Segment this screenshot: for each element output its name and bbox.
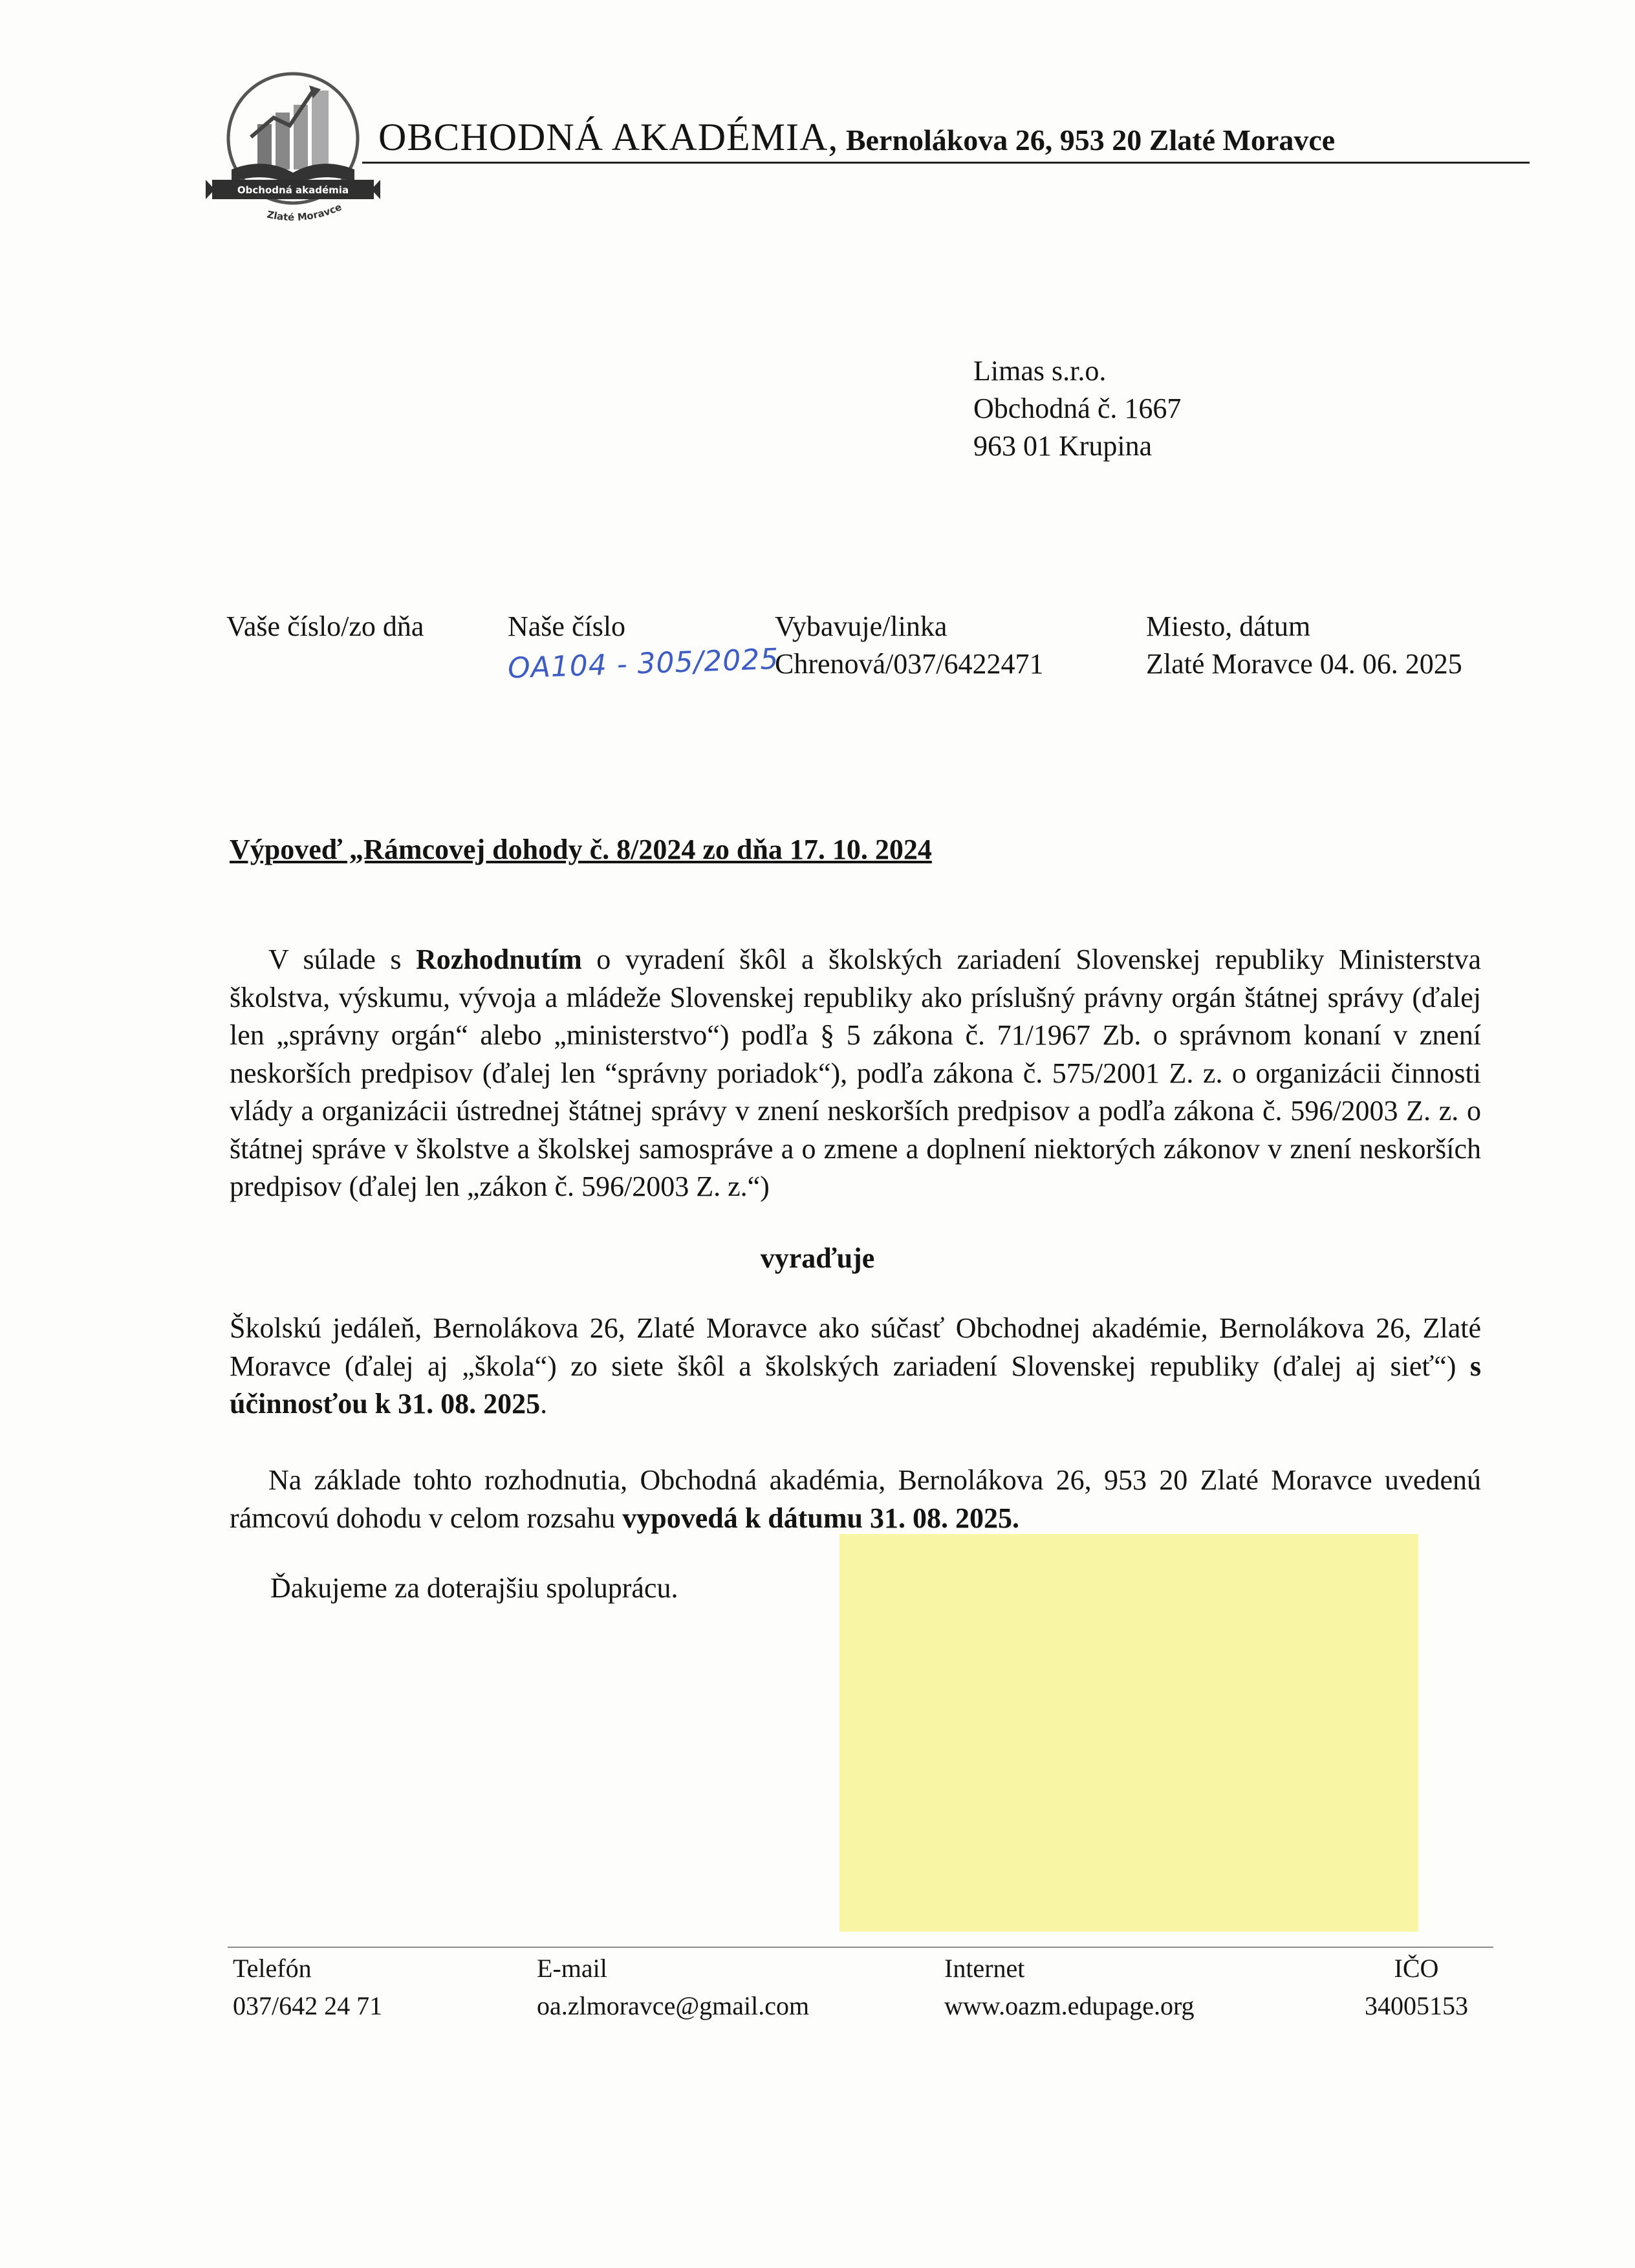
footer-divider — [228, 1947, 1493, 1948]
footer-company-id — [1365, 1950, 1468, 2025]
our-number-handwritten: OA104 - 305/2025 — [507, 642, 780, 686]
handler-label: Vybavuje/linka — [775, 610, 947, 642]
letterhead — [378, 115, 1335, 160]
your-number-label: Vaše číslo/zo dňa — [226, 610, 424, 642]
signature-redaction-note — [839, 1534, 1418, 1932]
paragraph-removal — [230, 1310, 1481, 1423]
email-label: E-mail — [537, 1954, 607, 1983]
p2-bold: s účinnosťou k 31. 08. 2025 — [230, 1350, 1481, 1420]
decision-word: vyraďuje — [760, 1242, 875, 1274]
reference-your-number — [226, 608, 424, 645]
closing-thanks: Ďakujeme za doterajšiu spoluprácu. — [270, 1572, 678, 1604]
reference-handler — [775, 608, 1044, 683]
ico-label: IČO — [1394, 1954, 1439, 1983]
p1-lead: V súlade s — [268, 944, 417, 975]
recipient-address — [973, 352, 1181, 465]
place-date-label: Miesto, dátum — [1146, 610, 1311, 642]
email-value: oa.zlmoravce@gmail.com — [537, 1991, 810, 2020]
p3-text: Na základe tohto rozhodnutia, Obchodná akadémia, Bernolákova 26, 953 20 Zlaté Moravce uvedenú rámcovú dohodu v celom rozsahu — [230, 1464, 1481, 1534]
p2-text: Školskú jedáleň, Bernolákova 26, Zlaté Moravce ako súčasť Obchodnej akadémie, Bernolákova 26, Zlaté Moravce (ďalej aj „škola“) zo siete škôl a školských zariadení Slovenskej republiky (ďalej aj sieť“) — [230, 1312, 1481, 1382]
footer-phone — [233, 1950, 382, 2025]
reference-our-number — [507, 608, 780, 686]
p1-rest: o vyradení škôl a školských zariadení Slovenskej republiky Ministerstva školstva, výskumu, vývoja a mládeže Slovenskej republiky ako príslušný právny orgán štátnej správy (ďalej len „správny orgán“ alebo „ministerstvo“) podľa § 5 zákona č. 71/1967 Zb. o správnom konaní v znení neskorších predpisov (ďalej len “správny poriadok“), podľa zákona č. 575/2001 Z. z. o organizácii činnosti vlády a organizácii ústrednej štátnej správy v znení neskorších predpisov a podľa zákona č. 596/2003 Z. z. o štátnej správe v školstve a školskej samospráve a o zmene a doplnení niektorých zákonov v znení neskorších predpisov (ďalej len „zákon č. 596/2003 Z. z.“) — [230, 944, 1481, 1202]
p1-bold: Rozhodnutím — [416, 944, 582, 975]
handler-value: Chrenová/037/6422471 — [775, 648, 1044, 680]
paragraph-legal-basis — [230, 941, 1481, 1206]
ico-value: 34005153 — [1365, 1991, 1468, 2020]
logo-text-top: Obchodná akadémia — [237, 184, 349, 196]
phone-value: 037/642 24 71 — [233, 1991, 383, 2020]
place-date-value: Zlaté Moravce 04. 06. 2025 — [1146, 648, 1462, 680]
phone-label: Telefón — [233, 1954, 312, 1983]
school-logo — [206, 66, 380, 228]
footer-website — [944, 1950, 1195, 2025]
web-value: www.oazm.edupage.org — [944, 1991, 1195, 2020]
recipient-name: Limas s.r.o. — [973, 355, 1107, 387]
our-number-label: Naše číslo — [508, 610, 626, 642]
recipient-street: Obchodná č. 1667 — [973, 393, 1182, 424]
recipient-city: 963 01 Krupina — [973, 430, 1153, 462]
footer-email — [537, 1950, 809, 2025]
organization-name: OBCHODNÁ AKADÉMIA, — [378, 116, 839, 158]
paragraph-termination — [230, 1462, 1481, 1537]
reference-place-date — [1146, 608, 1462, 683]
letter-subject: Výpoveď „Rámcovej dohody č. 8/2024 zo dňa 17. 10. 2024 — [230, 834, 932, 865]
header-divider — [362, 162, 1530, 164]
organization-address: Bernolákova 26, 953 20 Zlaté Moravce — [838, 124, 1336, 157]
p2-end: . — [540, 1388, 548, 1420]
p3-bold: vypovedá k dátumu 31. 08. 2025. — [622, 1502, 1019, 1534]
svg-text:Zlaté Moravce — [266, 201, 343, 223]
web-label: Internet — [944, 1954, 1025, 1983]
logo-text-bottom: Zlaté Moravce — [266, 200, 343, 224]
